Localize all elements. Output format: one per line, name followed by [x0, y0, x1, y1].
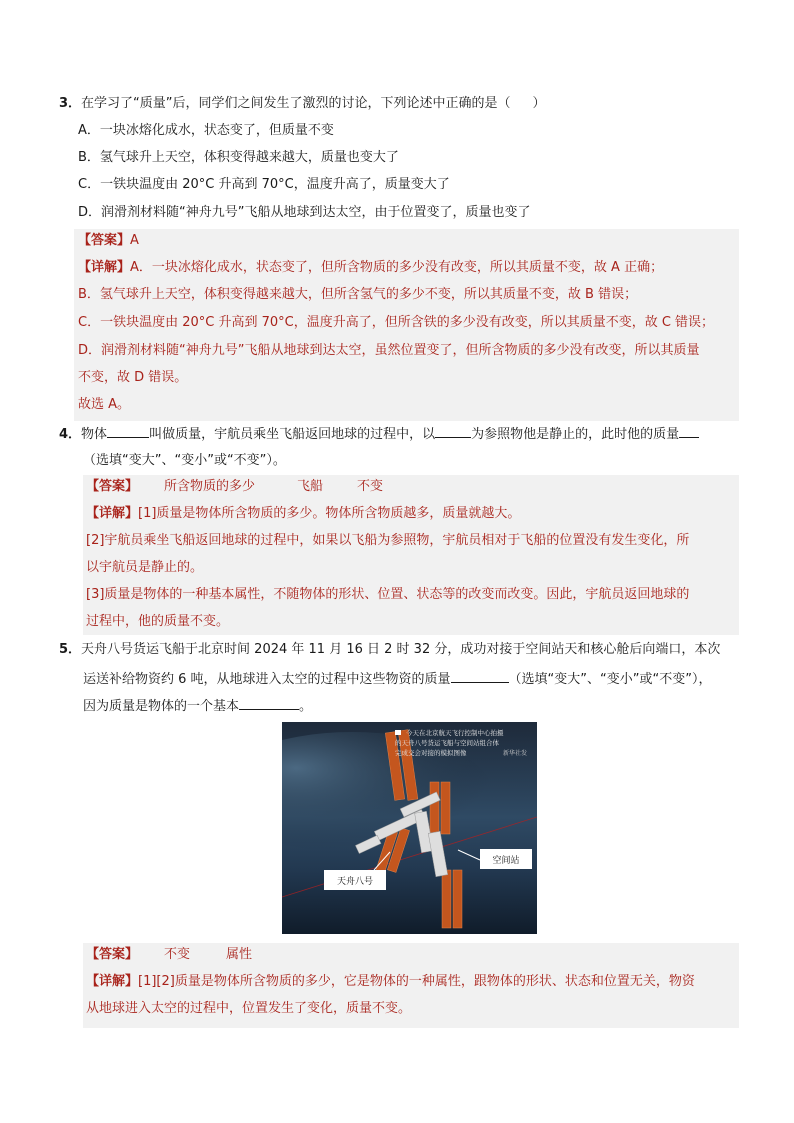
- q4-stem-part-1: 物体: [81, 427, 108, 442]
- q3-conclusion: 故选 A。: [78, 397, 131, 412]
- q3-number: 3．: [59, 96, 82, 111]
- q4-detail-label: 【详解】: [86, 506, 139, 521]
- q4-stem-line-2: （选填“变大”、“变小”或“不变”）。: [83, 453, 286, 468]
- q4-answer-label: 【答案】: [86, 479, 139, 494]
- q5-stem-text-1: 天舟八号货运飞船于北京时间 2024 年 11 月 16 日 2 时 32 分，成功对接于空间站天和核心舱后向端口，本次: [81, 642, 721, 657]
- q4-answer: [86, 477, 383, 497]
- q3-detail-2: B．氢气球升上天空，体积变得越来越大，但所含氢气的多少不变，所以其质量不变，故 B 错误；: [78, 287, 638, 302]
- q3-stem-text: 在学习了“质量”后，同学们之间发生了激烈的讨论，下列论述中正确的是（: [81, 96, 511, 111]
- q3-option-c: C．一铁块温度由 20°C 升高到 70°C，温度升高了，质量变大了: [78, 177, 450, 192]
- q4-blank-1: [107, 423, 149, 438]
- q3-answer-label: 【答案】: [78, 233, 131, 248]
- q5-stem-text-3a: 因为质量是物体的一个基本: [83, 699, 240, 714]
- q5-stem-line-1: [59, 640, 720, 660]
- q4-blank-3: [679, 423, 699, 438]
- image-caption-line-3: 完成交会对接的模拟图像: [395, 749, 467, 757]
- image-caption-line-2: 的天舟八号货运飞船与空间站组合体: [395, 739, 499, 747]
- q5-answer-label: 【答案】: [86, 947, 139, 962]
- q5-blank-1: [451, 668, 509, 683]
- q4-detail-5: 过程中，他的质量不变。: [86, 614, 230, 629]
- q5-detail-label: 【详解】: [86, 974, 139, 989]
- q4-stem-part-3: 为参照物他是静止的，此时他的质量: [471, 427, 680, 442]
- q5-answer-1: 不变: [164, 947, 191, 962]
- q5-detail-2: 从地球进入太空的过程中，位置发生了变化，质量不变。: [86, 1001, 412, 1016]
- q4-answer-box: [83, 475, 739, 635]
- q5-stem-line-2: [83, 668, 711, 690]
- q4-answer-2: 飞船: [297, 479, 324, 494]
- q5-stem-line-3: [83, 695, 312, 717]
- q3-detail-5: 不变，故 D 错误。: [78, 370, 188, 385]
- q5-answer: [86, 945, 252, 965]
- image-label-station: 空间站: [492, 856, 520, 866]
- q3-option-b: B．氢气球升上天空，体积变得越来越大，质量也变大了: [78, 150, 399, 165]
- q3-detail-1: [78, 258, 663, 278]
- q4-detail-1: [86, 504, 520, 524]
- q4-answer-3: 不变: [357, 479, 384, 494]
- q5-answer-2: 属性: [226, 947, 253, 962]
- image-credit: 新华社发: [503, 750, 528, 757]
- q4-detail-text-1: [1]质量是物体所含物质的多少。物体所含物质越多，质量就越大。: [138, 506, 521, 521]
- q4-detail-4: [3]质量是物体的一种基本属性，不随物体的形状、位置、状态等的改变而改变。因此，宇航员返回地球的: [86, 587, 690, 602]
- q3-detail-3: C．一铁块温度由 20°C 升高到 70°C，温度升高了，但所含铁的多少没有改变，所以其质量不变，故 C 错误；: [78, 315, 715, 330]
- space-station-photo: [282, 722, 537, 934]
- image-caption-line-1: 今天在北京航天飞行控制中心拍摄: [406, 729, 504, 737]
- q4-number: 4．: [59, 427, 82, 442]
- q3-detail-label: 【详解】: [78, 260, 131, 275]
- q5-number: 5．: [59, 642, 82, 657]
- q4-stem: [59, 423, 699, 445]
- q5-stem-text-3b: 。: [299, 699, 313, 714]
- q4-answer-1: 所含物质的多少: [164, 479, 256, 494]
- q5-blank-2: [239, 695, 299, 710]
- q3-stem: [59, 94, 546, 114]
- q5-detail-text-1: [1][2]质量是物体所含物质的多少，它是物体的一种属性，跟物体的形状、状态和位置无关，物资: [138, 974, 695, 989]
- q3-detail-4: D．润滑剂材料随“神舟九号”飞船从地球到达太空，虽然位置变了，但所含物质的多少没有改变，所以其质量: [78, 343, 700, 358]
- q5-detail-1: [86, 972, 695, 992]
- image-label-ship: 天舟八号: [336, 877, 374, 887]
- q4-detail-3: 以宇航员是静止的。: [86, 560, 204, 575]
- q3-answer: [78, 231, 139, 251]
- q5-stem-text-2a: 运送补给物资约 6 吨，从地球进入太空的过程中这些物资的质量: [83, 672, 451, 687]
- q5-stem-text-2b: （选填“变大”、“变小”或“不变”），: [508, 672, 712, 687]
- q3-detail-text-1: A．一块冰熔化成水，状态变了，但所含物质的多少没有改变，所以其质量不变，故 A 正确；: [130, 260, 664, 275]
- q4-detail-2: [2]宇航员乘坐飞船返回地球的过程中，如果以飞船为参照物，宇航员相对于飞船的位置没有发生变化，所: [86, 533, 690, 548]
- q3-stem-close: ）: [532, 96, 546, 111]
- q3-answer-value: A: [130, 233, 139, 248]
- q4-blank-2: [435, 423, 471, 438]
- caption-bullet-icon: [395, 730, 401, 735]
- q3-option-d: D．润滑剂材料随“神舟九号”飞船从地球到达太空，由于位置变了，质量也变了: [78, 205, 531, 220]
- q3-option-a: A．一块冰熔化成水，状态变了，但质量不变: [78, 123, 334, 138]
- q4-stem-part-2: 叫做质量，宇航员乘坐飞船返回地球的过程中，以: [149, 427, 436, 442]
